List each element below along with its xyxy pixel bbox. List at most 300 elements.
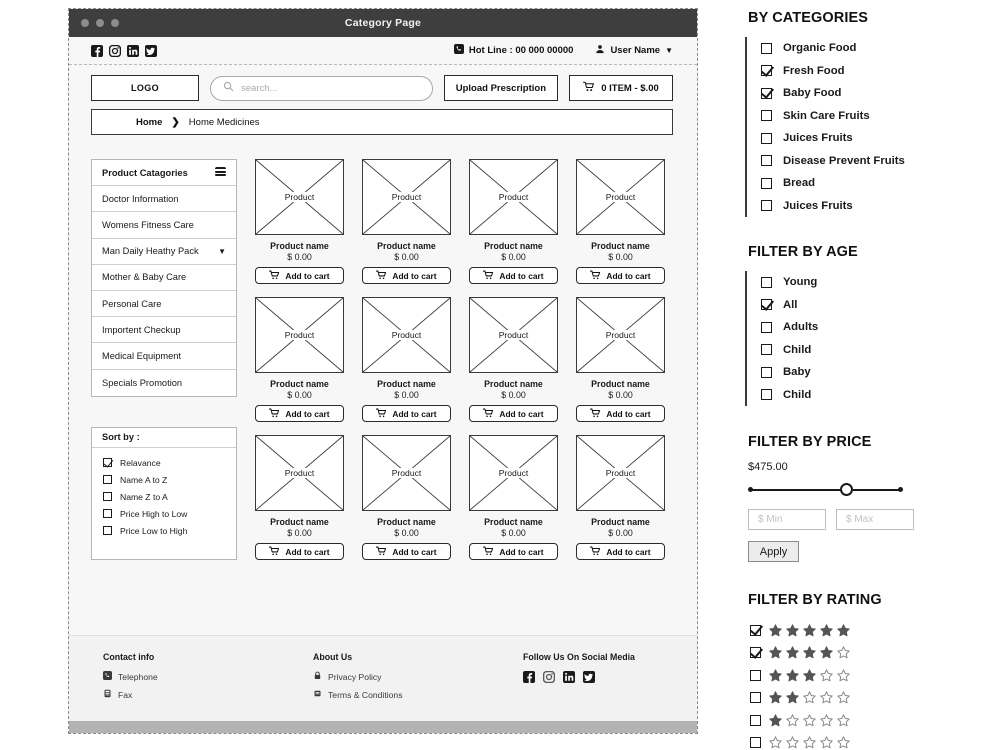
utility-bar <box>69 37 697 65</box>
footer-heading: Follow Us On Social Media <box>523 652 635 662</box>
window-titlebar <box>69 9 697 37</box>
sidebar-item-6[interactable] <box>92 317 236 343</box>
add-to-cart-button[interactable] <box>255 267 344 284</box>
filter-categories-title: BY CATEGORIES <box>748 10 869 26</box>
user-icon <box>595 44 605 57</box>
fax-icon <box>103 689 112 700</box>
add-to-cart-label: Add to cart <box>606 546 651 557</box>
cart-icon <box>483 408 494 420</box>
window-status-bar <box>69 721 697 734</box>
product-price: $ 0.00 <box>501 252 526 262</box>
product-price: $ 0.00 <box>287 528 312 538</box>
cart-icon <box>483 270 494 282</box>
filter-option-label: Skin Care Fruits <box>783 109 870 122</box>
add-to-cart-label: Add to cart <box>392 546 437 557</box>
chevron-down-icon: ▼ <box>665 46 673 55</box>
footer-link-label: Telephone <box>118 671 158 682</box>
star-icon-filled <box>769 714 782 727</box>
product-placeholder-label: Product <box>389 468 425 478</box>
footer-heading: About Us <box>313 652 353 662</box>
checkbox-icon[interactable] <box>750 737 761 748</box>
product-image-placeholder <box>255 297 344 373</box>
product-price: $ 0.00 <box>608 390 633 400</box>
product-card[interactable] <box>576 435 665 560</box>
checkbox-icon[interactable] <box>103 458 112 467</box>
star-icon-filled <box>769 646 782 659</box>
product-name: Product name <box>377 241 436 251</box>
filter-category-option-2[interactable] <box>761 82 993 105</box>
product-card[interactable] <box>255 435 344 560</box>
sidebar-item-7[interactable] <box>92 343 236 369</box>
product-placeholder-label: Product <box>496 192 532 202</box>
sort-option-3[interactable] <box>103 509 236 519</box>
price-max-input[interactable]: $ Max <box>836 509 914 530</box>
sidebar-item-label: Specials Promotion <box>102 377 183 388</box>
breadcrumb-current: Home Medicines <box>188 116 260 128</box>
add-to-cart-button[interactable] <box>362 267 451 284</box>
instagram-icon[interactable] <box>543 671 555 683</box>
filter-rating-title: FILTER BY RATING <box>748 592 882 608</box>
star-icon-empty <box>837 691 850 704</box>
star-icon-filled <box>769 624 782 637</box>
product-card[interactable] <box>255 297 344 422</box>
star-icon-empty <box>769 736 782 749</box>
sidebar-item-0[interactable] <box>92 160 236 186</box>
cart-icon <box>376 546 387 558</box>
sort-option-label: Name Z to A <box>120 491 168 502</box>
product-image-placeholder <box>576 297 665 373</box>
sidebar-item-3[interactable] <box>92 239 236 265</box>
add-to-cart-label: Add to cart <box>285 270 330 281</box>
filter-section-categories <box>745 10 993 217</box>
filter-age-option-0[interactable] <box>761 271 993 294</box>
filter-option-label: Baby Food <box>783 87 842 100</box>
star-icon-empty <box>803 714 816 727</box>
filter-rating-list <box>745 619 993 750</box>
star-icon-empty <box>837 669 850 682</box>
star-icon-filled <box>769 691 782 704</box>
filter-age-option-5[interactable] <box>761 384 993 407</box>
facebook-icon[interactable] <box>91 45 103 57</box>
product-price: $ 0.00 <box>501 528 526 538</box>
add-to-cart-label: Add to cart <box>606 408 651 419</box>
product-image-placeholder <box>576 159 665 235</box>
filter-category-option-1[interactable] <box>761 60 993 83</box>
star-rating <box>769 646 850 659</box>
checkbox-icon[interactable] <box>103 526 112 535</box>
star-rating <box>769 714 850 727</box>
product-price: $ 0.00 <box>608 252 633 262</box>
product-card[interactable] <box>469 435 558 560</box>
filter-age-title: FILTER BY AGE <box>748 244 858 260</box>
product-name: Product name <box>591 379 650 389</box>
star-icon-empty <box>786 736 799 749</box>
add-to-cart-label: Add to cart <box>499 408 544 419</box>
sidebar-item-label: Personal Care <box>102 298 162 309</box>
product-price: $ 0.00 <box>287 252 312 262</box>
sidebar-item-label: Product Catagories <box>102 167 188 178</box>
filter-option-label: Bread <box>783 177 816 190</box>
rating-option-1-star[interactable] <box>745 709 993 732</box>
product-placeholder-label: Product <box>389 192 425 202</box>
product-name: Product name <box>377 379 436 389</box>
product-name: Product name <box>484 517 543 527</box>
footer-column-contact <box>103 652 313 707</box>
add-to-cart-label: Add to cart <box>499 270 544 281</box>
sort-option-4[interactable] <box>103 526 236 536</box>
checkbox-icon[interactable] <box>750 692 761 703</box>
checkbox-icon[interactable] <box>761 88 772 99</box>
product-card[interactable] <box>362 159 451 284</box>
product-placeholder-label: Product <box>603 330 639 340</box>
product-categories-menu <box>91 159 237 397</box>
facebook-icon[interactable] <box>523 671 535 683</box>
sidebar-item-label: Doctor Information <box>102 193 179 204</box>
product-image-placeholder <box>362 297 451 373</box>
sort-option-1[interactable] <box>103 475 236 485</box>
page-content <box>69 135 697 560</box>
filter-section-age <box>745 244 993 406</box>
checkbox-icon[interactable] <box>761 133 772 144</box>
star-icon-filled <box>803 624 816 637</box>
filter-option-label: Organic Food <box>783 42 857 55</box>
chevron-down-icon: ▼ <box>218 246 226 256</box>
product-name: Product name <box>270 517 329 527</box>
price-current-value: $475.00 <box>748 461 788 473</box>
hotline[interactable] <box>454 44 574 57</box>
sidebar-item-label: Importent Checkup <box>102 324 181 335</box>
checkbox-icon[interactable] <box>103 492 112 501</box>
sort-by-panel <box>91 427 237 560</box>
checkbox-icon[interactable] <box>103 509 112 518</box>
sort-option-label: Relavance <box>120 457 161 468</box>
twitter-icon[interactable] <box>583 671 595 683</box>
add-to-cart-button[interactable] <box>255 543 344 560</box>
filter-categories-list <box>745 37 993 217</box>
star-icon-filled <box>803 669 816 682</box>
page-footer <box>69 635 697 721</box>
filter-section-price <box>745 434 993 562</box>
product-placeholder-label: Product <box>603 192 639 202</box>
footer-heading: Contact info <box>103 652 155 662</box>
filter-category-option-6[interactable] <box>761 172 993 195</box>
linkedin-icon[interactable] <box>127 45 139 57</box>
sort-by-title: Sort by : <box>92 428 236 448</box>
left-sidebar <box>91 159 237 560</box>
cart-button[interactable] <box>569 75 673 101</box>
utility-bar-right <box>454 44 673 57</box>
filter-age-option-1[interactable] <box>761 294 993 317</box>
filter-option-label: Juices Fruits <box>783 132 853 145</box>
add-to-cart-button[interactable] <box>469 267 558 284</box>
filter-option-label: Adults <box>783 321 819 334</box>
checkbox-icon[interactable] <box>761 322 772 333</box>
cart-icon <box>376 270 387 282</box>
star-rating <box>769 669 850 682</box>
product-card[interactable] <box>255 159 344 284</box>
lock-icon <box>313 671 322 682</box>
footer-link-telephone[interactable] <box>103 671 313 682</box>
product-placeholder-label: Product <box>603 468 639 478</box>
product-card[interactable] <box>576 159 665 284</box>
sort-option-label: Price High to Low <box>120 508 188 519</box>
checkbox-icon[interactable] <box>761 277 772 288</box>
product-price: $ 0.00 <box>394 528 419 538</box>
filter-option-label: All <box>783 298 798 311</box>
star-icon-empty <box>820 736 833 749</box>
product-image-placeholder <box>576 435 665 511</box>
sidebar-item-label: Mother & Baby Care <box>102 272 187 283</box>
slider-track <box>751 489 900 491</box>
checkbox-icon[interactable] <box>750 647 761 658</box>
checkbox-icon[interactable] <box>761 110 772 121</box>
footer-social-links <box>523 671 673 683</box>
checkbox-icon[interactable] <box>761 344 772 355</box>
star-icon-empty <box>837 736 850 749</box>
add-to-cart-label: Add to cart <box>285 546 330 557</box>
filter-age-option-2[interactable] <box>761 316 993 339</box>
product-name: Product name <box>270 379 329 389</box>
product-price: $ 0.00 <box>608 528 633 538</box>
checkbox-icon[interactable] <box>750 670 761 681</box>
product-name: Product name <box>377 517 436 527</box>
add-to-cart-label: Add to cart <box>392 408 437 419</box>
chevron-right-icon: ❯ <box>171 116 180 128</box>
search-icon <box>223 79 234 97</box>
cart-icon <box>376 408 387 420</box>
sidebar-item-1[interactable] <box>92 186 236 212</box>
star-icon-empty <box>820 714 833 727</box>
product-name: Product name <box>591 517 650 527</box>
footer-link-fax[interactable] <box>103 689 313 700</box>
sort-option-2[interactable] <box>103 492 236 502</box>
filter-category-option-0[interactable] <box>761 37 993 60</box>
sidebar-item-label: Man Daily Heathy Pack <box>102 246 199 257</box>
user-menu[interactable] <box>595 44 673 57</box>
filter-category-option-7[interactable] <box>761 195 993 218</box>
sidebar-item-8[interactable] <box>92 370 236 396</box>
product-card[interactable] <box>469 159 558 284</box>
product-price: $ 0.00 <box>394 252 419 262</box>
social-links <box>91 45 157 57</box>
product-image-placeholder <box>255 435 344 511</box>
sort-option-label: Price Low to High <box>120 525 188 536</box>
rating-option-5-star[interactable] <box>745 619 993 642</box>
add-to-cart-button[interactable] <box>469 543 558 560</box>
product-image-placeholder <box>469 297 558 373</box>
filter-option-label: Baby <box>783 366 811 379</box>
checkbox-icon[interactable] <box>761 178 772 189</box>
sidebar-item-label: Medical Equipment <box>102 350 182 361</box>
add-to-cart-button[interactable] <box>576 267 665 284</box>
footer-link-label: Fax <box>118 689 133 700</box>
breadcrumb-home[interactable]: Home <box>136 116 163 128</box>
rating-option-3-star[interactable] <box>745 664 993 687</box>
product-name: Product name <box>270 241 329 251</box>
product-placeholder-label: Product <box>389 330 425 340</box>
breadcrumb <box>91 109 673 135</box>
star-icon-empty <box>837 714 850 727</box>
checkbox-icon[interactable] <box>750 625 761 636</box>
product-placeholder-label: Product <box>496 468 532 478</box>
checkbox-icon[interactable] <box>761 389 772 400</box>
cart-icon <box>269 270 280 282</box>
rating-option-0-star[interactable] <box>745 732 993 750</box>
footer-link-label: Privacy Policy <box>328 671 382 682</box>
star-rating <box>769 691 850 704</box>
cart-icon <box>269 408 280 420</box>
hamburger-icon <box>215 167 226 178</box>
checkbox-icon[interactable] <box>761 299 772 310</box>
product-image-placeholder <box>362 159 451 235</box>
checkbox-icon[interactable] <box>761 43 772 54</box>
price-min-input[interactable]: $ Min <box>748 509 826 530</box>
add-to-cart-button[interactable] <box>576 543 665 560</box>
rating-option-2-star[interactable] <box>745 687 993 710</box>
add-to-cart-button[interactable] <box>255 405 344 422</box>
search-input[interactable] <box>210 76 433 101</box>
star-icon-filled <box>769 669 782 682</box>
star-icon-filled <box>837 624 850 637</box>
checkbox-icon[interactable] <box>761 65 772 76</box>
sidebar-item-label: Womens Fitness Care <box>102 219 194 230</box>
sidebar-item-5[interactable] <box>92 291 236 317</box>
star-icon-filled <box>820 646 833 659</box>
brand-bar <box>69 65 697 109</box>
star-rating <box>769 624 850 637</box>
star-icon-filled <box>786 691 799 704</box>
filter-option-label: Child <box>783 343 812 356</box>
logo[interactable]: LOGO <box>91 75 199 101</box>
add-to-cart-button[interactable] <box>576 405 665 422</box>
slider-knob[interactable] <box>840 483 853 496</box>
cart-icon <box>590 270 601 282</box>
phone-icon <box>103 671 112 682</box>
instagram-icon[interactable] <box>109 45 121 57</box>
cart-icon <box>590 408 601 420</box>
filter-option-label: Child <box>783 388 812 401</box>
user-name-label: User Name <box>610 45 661 56</box>
browser-window <box>68 8 698 734</box>
slider-end-left <box>748 487 753 492</box>
phone-icon <box>454 44 464 57</box>
checkbox-icon[interactable] <box>761 200 772 211</box>
checkbox-icon[interactable] <box>750 715 761 726</box>
star-icon-filled <box>803 646 816 659</box>
product-card[interactable] <box>362 435 451 560</box>
upload-prescription-button[interactable] <box>444 75 558 101</box>
cart-icon <box>590 546 601 558</box>
filter-option-label: Fresh Food <box>783 64 845 77</box>
filter-section-rating <box>745 592 993 750</box>
add-to-cart-button[interactable] <box>469 405 558 422</box>
page-body <box>69 37 697 734</box>
star-icon-empty <box>820 669 833 682</box>
product-name: Product name <box>484 241 543 251</box>
rating-option-4-star[interactable] <box>745 642 993 665</box>
product-grid <box>255 159 673 560</box>
add-to-cart-label: Add to cart <box>285 408 330 419</box>
cart-icon <box>583 81 595 95</box>
price-range-slider[interactable] <box>748 479 903 501</box>
sort-option-label: Name A to Z <box>120 474 168 485</box>
product-name: Product name <box>591 241 650 251</box>
filter-panel <box>745 10 993 750</box>
product-price: $ 0.00 <box>287 390 312 400</box>
footer-link-privacy-policy[interactable] <box>313 671 523 682</box>
cart-label: 0 ITEM - $.00 <box>601 82 659 94</box>
filter-age-list <box>745 271 993 406</box>
footer-column-about <box>313 652 523 707</box>
filter-age-option-3[interactable] <box>761 339 993 362</box>
star-rating <box>769 736 850 749</box>
add-to-cart-button[interactable] <box>362 405 451 422</box>
footer-link-terms[interactable] <box>313 689 523 700</box>
product-placeholder-label: Product <box>282 330 318 340</box>
sort-options-list <box>92 448 236 559</box>
sidebar-item-4[interactable] <box>92 265 236 291</box>
product-price: $ 0.00 <box>394 390 419 400</box>
add-to-cart-button[interactable] <box>362 543 451 560</box>
filter-option-label: Juices Fruits <box>783 199 853 212</box>
star-icon-empty <box>837 646 850 659</box>
star-icon-filled <box>786 669 799 682</box>
apply-button[interactable]: Apply <box>748 541 799 562</box>
price-input-row <box>748 509 993 530</box>
sidebar-item-2[interactable] <box>92 212 236 238</box>
product-card[interactable] <box>362 297 451 422</box>
product-name: Product name <box>484 379 543 389</box>
add-to-cart-label: Add to cart <box>392 270 437 281</box>
product-image-placeholder <box>362 435 451 511</box>
search-placeholder: search... <box>241 82 278 94</box>
sort-option-0[interactable] <box>103 458 236 468</box>
filter-age-option-4[interactable] <box>761 361 993 384</box>
add-to-cart-label: Add to cart <box>499 546 544 557</box>
star-icon-empty <box>820 691 833 704</box>
checkbox-icon[interactable] <box>761 367 772 378</box>
product-image-placeholder <box>469 435 558 511</box>
cart-icon <box>269 546 280 558</box>
linkedin-icon[interactable] <box>563 671 575 683</box>
filter-category-option-5[interactable] <box>761 150 993 173</box>
star-icon-filled <box>786 624 799 637</box>
filter-option-label: Young <box>783 276 818 289</box>
product-card[interactable] <box>576 297 665 422</box>
filter-category-option-4[interactable] <box>761 127 993 150</box>
checkbox-icon[interactable] <box>103 475 112 484</box>
checkbox-icon[interactable] <box>761 155 772 166</box>
window-title: Category Page <box>344 17 422 29</box>
star-icon-empty <box>786 714 799 727</box>
star-icon-empty <box>803 691 816 704</box>
product-placeholder-label: Product <box>496 330 532 340</box>
doc-icon <box>313 689 322 700</box>
upload-prescription-label: Upload Prescription <box>455 82 546 94</box>
product-card[interactable] <box>469 297 558 422</box>
product-placeholder-label: Product <box>282 192 318 202</box>
star-icon-filled <box>820 624 833 637</box>
product-image-placeholder <box>255 159 344 235</box>
filter-category-option-3[interactable] <box>761 105 993 128</box>
slider-end-right <box>898 487 903 492</box>
footer-column-social <box>523 652 673 707</box>
cart-icon <box>483 546 494 558</box>
twitter-icon[interactable] <box>145 45 157 57</box>
add-to-cart-label: Add to cart <box>606 270 651 281</box>
hotline-label: Hot Line : 00 000 00000 <box>468 45 574 56</box>
filter-option-label: Disease Prevent Fruits <box>783 154 905 167</box>
